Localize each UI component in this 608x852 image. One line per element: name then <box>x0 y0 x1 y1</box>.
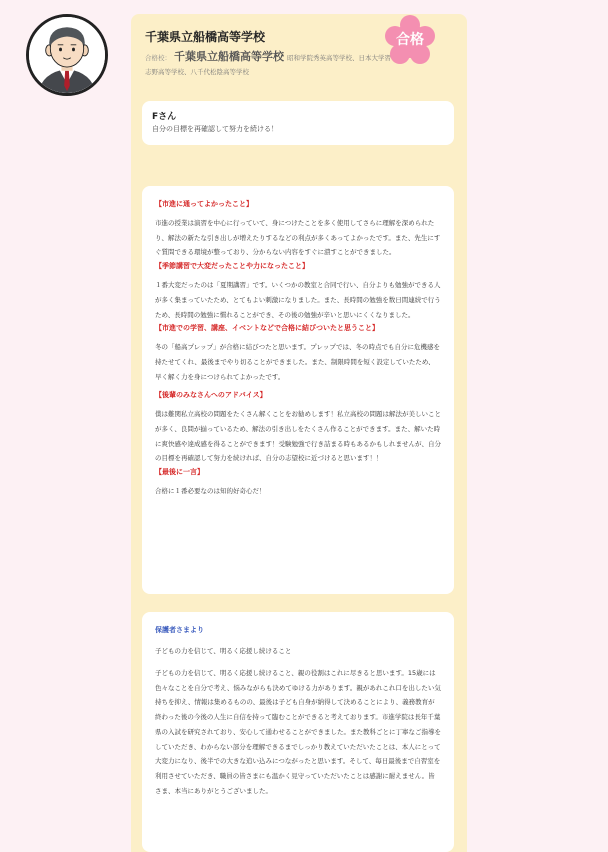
pass-schools <box>145 50 395 79</box>
student-avatar-illustration <box>29 17 105 93</box>
review-body-seasonal: １番大変だったのは「夏期講習」です。いくつかの教室と合同で行い、自分よりも勉強ができる人が多く集まっていたため、とてもよい刺激になりました。また、長時間の勉強を数日間連続で行うため、長時間の勉強に慣れることができ、その後の勉強が辛いと思いにくくなりました。 <box>155 281 441 319</box>
student-info-box <box>142 101 454 145</box>
review-heading-final: 【最後に一言】 <box>155 468 204 477</box>
student-goal: 自分の目標を再確認して努力を続ける！ <box>152 125 278 133</box>
pass-other-schools: 昭和学院秀英高等学校、日本大学習志野高等学校、八千代松陰高等学校 <box>145 54 391 76</box>
review-heading-advice: 【後輩のみなさんへのアドバイス】 <box>155 391 267 400</box>
pass-main-school: 千葉県立船橋高等学校 <box>174 50 284 63</box>
school-name: 千葉県立船橋高等学校 <box>145 30 266 44</box>
review-heading-seasonal: 【季節講習で大変だったことや力になったこと】 <box>155 262 309 271</box>
pass-badge <box>381 14 439 72</box>
parent-heading: 保護者さまより <box>155 626 204 634</box>
pass-label: 合格校： <box>145 54 171 62</box>
parent-title: 子どもの力を信じて、明るく応援し続けること <box>155 647 292 655</box>
pass-badge-label: 合格 <box>396 32 424 48</box>
parent-body: 子どもの力を信じて、明るく応援し続けること、親の役割はこれに尽きると思います。15歳には色々なことを自分で考え、悩みながらも決めてゆける力があります。親があれこれ口を出したい気持ちを抑え、情報は集めるものの、最後は子ども自身が納得して決めることにより、義務教育が終わった後の今後の人生に自信を持って臨むことができると考えております。市進学院は長年千葉県の入試を研究されており、安心して通わせることができました。また教科ごとに丁寧なご指導をしていただき、わからない部分を理解できるまでしっかり教えていただいたことは、本人にとって大変力になり、後半での大きな追い込みにつながったと思います。そして、毎日最後まで自習室を利用させていただき、職員の皆さまにも温かく見守っていただいたことは感謝に耐えません。皆さま、本当にありがとうございました。 <box>155 669 441 795</box>
student-avatar <box>26 14 108 96</box>
review-heading-good: 【市進に通ってよかったこと】 <box>155 200 253 208</box>
testimonial-card <box>131 14 467 852</box>
student-name: Fさん <box>152 112 177 122</box>
review-body-final: 合格に１番必要なのは知的好奇心だ！ <box>155 487 266 496</box>
student-review-box <box>142 186 454 594</box>
review-body-advice: 僕は難関私立高校の問題をたくさん解くことをお勧めします！私立高校の問題は解法が美しいことが多く、良問が揃っているため、解法の引き出しをたくさん作ることができます。また、解いた時に爽快感や達成感を得ることができます！受験勉強で行き詰まる時もあるかもしれませんが、自分の目標を再確認して努力を続ければ、自分の志望校に近づけると思います！！ <box>155 410 441 463</box>
review-body-events: 冬の「船高プレップ」が合格に結びつたと思います。プレップでは、冬の時点でも自分に危機感を持たせてくれ、最後までやり切ることができました。また、制限時間を短く設定していたため、早く解く力を身につけられてよかったです。 <box>155 343 441 381</box>
review-heading-events: 【市進での学習、講座、イベントなどで合格に結びついたと思うこと】 <box>155 324 379 333</box>
review-body-good: 市進の授業は演習を中心に行っていて、身につけたことを多く使用してさらに理解を深められたり、解法の新たな引き出しが増えたりするなどの利点が多くあってよかったです。また、先生にすぐ質問できる環境が整っており、分からない内容をすぐに潰すことができました。 <box>155 219 441 257</box>
parent-message-box <box>142 612 454 852</box>
